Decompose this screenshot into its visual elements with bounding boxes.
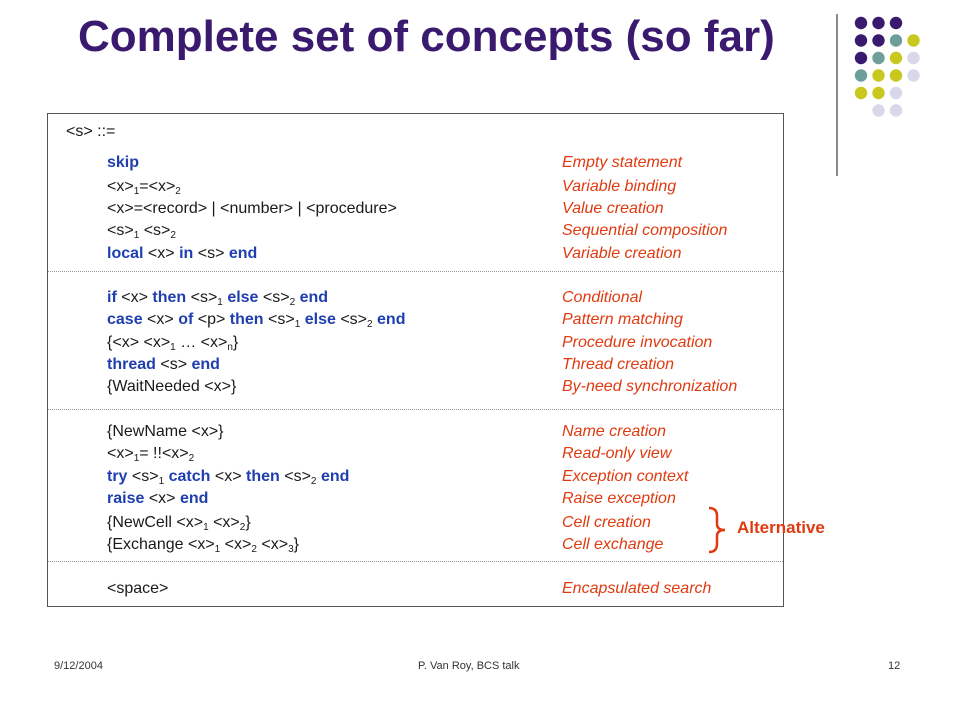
subscript: 2 — [367, 319, 373, 330]
var-x: <x> — [261, 536, 289, 553]
syntax-row-value-creation — [107, 198, 397, 220]
var-x: <x> — [214, 468, 242, 485]
ellipsis: … — [180, 334, 197, 351]
description-variable-binding: Variable binding — [562, 178, 677, 195]
stmt-s: <s> — [197, 245, 225, 262]
brace-open: { — [107, 334, 113, 351]
syntax-row-thread — [107, 354, 220, 376]
keyword-end: end — [228, 245, 258, 262]
subscript: 1 — [217, 297, 223, 308]
op-bar: | — [297, 200, 302, 217]
syntax-row-if — [107, 287, 328, 309]
subscript: 2 — [239, 522, 246, 533]
decorative-dot — [872, 52, 884, 64]
description-pattern-matching: Pattern matching — [562, 311, 683, 328]
nt-number: <number> — [220, 200, 294, 217]
syntax-row-newname — [107, 421, 224, 443]
var-x: <x> — [148, 490, 176, 507]
subscript: 2 — [289, 297, 296, 308]
grammar-head: <s> ::= — [66, 123, 116, 140]
stmt-s: <s> — [131, 468, 159, 485]
description-exception-context: Exception context — [562, 468, 689, 485]
syntax-row-variable-binding — [107, 176, 181, 198]
keyword-end: end — [179, 490, 209, 507]
var-x: <x> — [213, 514, 240, 531]
var-x: <x> — [121, 289, 148, 306]
description-procedure-invocation: Procedure invocation — [562, 334, 713, 351]
description-raise-exception: Raise exception — [562, 490, 676, 507]
stmt-s: <s> — [160, 356, 188, 373]
subscript: 2 — [251, 544, 257, 555]
slide-title: Complete set of concepts (so far) — [78, 12, 775, 61]
var-x: <x> — [107, 445, 134, 462]
decorative-dot — [872, 87, 884, 99]
nt-space: <space> — [107, 580, 169, 597]
var-x: <x> — [200, 334, 228, 351]
description-thread-creation: Thread creation — [562, 356, 675, 373]
description-conditional: Conditional — [562, 289, 643, 306]
syntax-row-space — [107, 578, 168, 600]
subscript: 1 — [203, 522, 209, 533]
decorative-dot — [890, 104, 902, 116]
brace-close: } — [245, 514, 251, 531]
keyword-then: then — [246, 468, 280, 485]
keyword-of: of — [178, 311, 194, 328]
proc-waitneeded: WaitNeeded — [112, 378, 200, 395]
var-x: <x> — [191, 423, 219, 440]
keyword-else: else — [227, 289, 259, 306]
group-separator — [48, 271, 783, 272]
brace-open: { — [107, 423, 113, 440]
description-cell-exchange: Cell exchange — [562, 536, 664, 553]
var-x: <x> — [112, 334, 140, 351]
description-empty-statement: Empty statement — [562, 154, 683, 171]
decorative-dot — [890, 52, 902, 64]
description-read-only-view: Read-only view — [562, 445, 672, 462]
subscript: 2 — [170, 230, 176, 241]
op-readonly: = !! — [139, 445, 162, 462]
subscript: 3 — [288, 544, 294, 555]
syntax-row-local — [107, 243, 257, 265]
keyword-then: then — [229, 311, 264, 328]
decorative-dot — [890, 69, 902, 81]
subscript: 1 — [158, 476, 165, 487]
keyword-thread: thread — [107, 356, 156, 373]
description-by-need-synchronization: By-need synchronization — [562, 378, 738, 395]
op-eq: = — [139, 178, 149, 195]
syntax-row-skip — [107, 152, 139, 174]
description-value-creation: Value creation — [562, 200, 664, 217]
decorative-dot — [907, 34, 919, 46]
var-x: <x> — [176, 514, 204, 531]
var-x: <x> — [187, 536, 215, 553]
subscript: 2 — [188, 453, 195, 464]
var-x: <x> — [147, 245, 175, 262]
proc-newcell: NewCell — [112, 514, 172, 531]
var-x: <x> — [147, 311, 174, 328]
stmt-s: <s> — [262, 289, 290, 306]
footer-author: P. Van Roy, BCS talk — [418, 660, 520, 672]
keyword-raise: raise — [107, 490, 145, 507]
description-name-creation: Name creation — [562, 423, 667, 440]
title-divider-line — [836, 14, 838, 176]
keyword-try: try — [107, 468, 128, 485]
syntax-row-try — [107, 466, 349, 488]
decorative-dot — [855, 87, 867, 99]
group-separator — [48, 561, 783, 562]
stmt-s: <s> — [284, 468, 311, 485]
op-eq: = — [133, 200, 144, 217]
syntax-row-procedure-invocation — [107, 332, 238, 354]
syntax-row-waitneeded — [107, 376, 236, 398]
nt-procedure: <procedure> — [306, 200, 397, 217]
keyword-local: local — [107, 245, 144, 262]
var-x: <x> — [204, 378, 231, 395]
subscript: 1 — [133, 230, 140, 241]
decorative-dot — [907, 52, 919, 64]
stmt-s: <s> — [190, 289, 218, 306]
keyword-case: case — [107, 311, 143, 328]
nt-record: <record> — [143, 200, 208, 217]
stmt-s: <s> — [107, 222, 134, 239]
var-x: <x> — [161, 445, 189, 462]
brace-close: } — [230, 378, 237, 395]
subscript: 2 — [175, 186, 181, 197]
subscript: 1 — [214, 544, 221, 555]
decorative-dot — [855, 17, 867, 29]
alternative-brace — [703, 506, 733, 554]
pattern-p: <p> — [197, 311, 226, 328]
syntax-row-raise — [107, 488, 208, 510]
group-separator — [48, 409, 783, 410]
stmt-s: <s> — [143, 222, 171, 239]
keyword-end: end — [191, 356, 220, 373]
alternative-label: Alternative — [737, 518, 825, 537]
keyword-else: else — [304, 311, 336, 328]
syntax-row-case — [107, 309, 405, 331]
decorative-dot — [872, 69, 884, 81]
stmt-s: <s> — [268, 311, 295, 328]
keyword-in: in — [179, 245, 194, 262]
var-x: <x> — [224, 536, 252, 553]
decorative-dot — [890, 17, 902, 29]
var-x: <x> — [148, 178, 176, 195]
brace-close: } — [218, 423, 224, 440]
description-cell-creation: Cell creation — [562, 514, 651, 531]
decorative-dot — [872, 34, 884, 46]
subscript: 1 — [294, 319, 301, 330]
decorative-dot — [855, 34, 867, 46]
brace-open: { — [107, 378, 113, 395]
decorative-dot — [855, 69, 867, 81]
op-bar: | — [211, 200, 216, 217]
keyword-end: end — [320, 468, 350, 485]
description-encapsulated-search: Encapsulated search — [562, 580, 712, 597]
subscript: 1 — [133, 453, 140, 464]
stmt-s: <s> — [340, 311, 368, 328]
subscript: 2 — [310, 476, 317, 487]
syntax-row-read-only-view — [107, 443, 194, 465]
description-variable-creation: Variable creation — [562, 245, 682, 262]
decorative-dot — [855, 52, 867, 64]
var-x: <x> — [107, 200, 134, 217]
decorative-dot — [890, 34, 902, 46]
footer-date: 9/12/2004 — [54, 660, 103, 672]
decorative-dot — [872, 17, 884, 29]
keyword-catch: catch — [168, 468, 211, 485]
brace-open: { — [107, 536, 113, 553]
subscript: n — [227, 342, 233, 353]
decorative-dot — [890, 87, 902, 99]
proc-exchange: Exchange — [112, 536, 184, 553]
keyword-then: then — [152, 289, 187, 306]
keyword-end: end — [299, 289, 329, 306]
syntax-row-exchange — [107, 534, 299, 556]
proc-newname: NewName — [112, 423, 188, 440]
decorative-dot — [872, 104, 884, 116]
keyword-end: end — [377, 311, 406, 328]
var-x: <x> — [143, 334, 171, 351]
footer-page-number: 12 — [888, 660, 901, 672]
var-x: <x> — [107, 178, 134, 195]
subscript: 1 — [133, 186, 140, 197]
brace-close: } — [293, 536, 299, 553]
syntax-row-sequential-composition — [107, 220, 176, 242]
keyword-if: if — [107, 289, 117, 306]
brace-open: { — [107, 514, 113, 531]
brace-close: } — [232, 334, 239, 351]
description-sequential-composition: Sequential composition — [562, 222, 728, 239]
syntax-row-newcell — [107, 512, 251, 534]
decorative-dot — [907, 69, 919, 81]
subscript: 1 — [170, 342, 176, 353]
keyword-skip: skip — [107, 154, 140, 171]
